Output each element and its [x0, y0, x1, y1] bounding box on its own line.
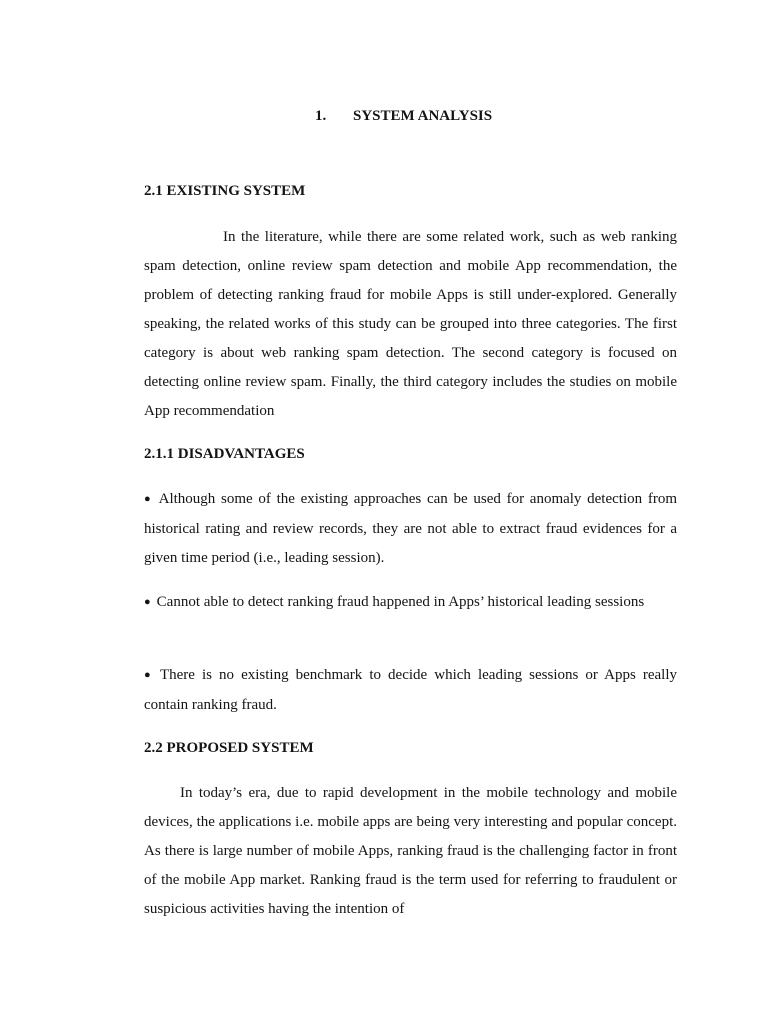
bullet-icon: ● — [144, 669, 154, 681]
bullet-icon: ● — [144, 596, 151, 608]
disadvantage-item — [144, 485, 677, 573]
disadvantage-text: Cannot able to detect ranking fraud happened in Apps’ historical leading sessions — [156, 594, 645, 610]
bullet-icon: ● — [144, 493, 153, 505]
chapter-number: 1. — [315, 108, 327, 124]
disadvantage-text: Although some of the existing approaches can be used for anomaly detection from historical rating and review records, they are not able to extract fraud evidences for a given time period (i.e., leading session). — [144, 491, 677, 566]
existing-system-heading: 2.1 EXISTING SYSTEM — [144, 183, 306, 199]
disadvantage-item — [144, 661, 677, 720]
existing-system-paragraph: In the literature, while there are some related work, such as web ranking spam detection, online review spam detection and mobile App recommendation, the problem of detecting ranking fraud for mobile Apps is still under-explored. Generally speaking, the related works of this study can be grouped into three categories. The first category is about web ranking spam detection. The second category is focused on detecting online review spam. Finally, the third category includes the studies on mobile App recommendation — [144, 229, 677, 419]
disadvantage-item — [144, 588, 677, 618]
disadvantages-heading: 2.1.1 DISADVANTAGES — [144, 446, 305, 462]
proposed-system-paragraph: In today’s era, due to rapid development in the mobile technology and mobile devices, the applications i.e. mobile apps are being very interesting and popular concept. As there is large number of mobile Apps, ranking fraud is the challenging factor in front of the mobile App market. Ranking fraud is the term used for referring to fraudulent or suspicious activities having the intention of — [144, 785, 677, 917]
proposed-system-heading: 2.2 PROPOSED SYSTEM — [144, 740, 314, 756]
disadvantage-text: There is no existing benchmark to decide which leading sessions or Apps really contain ranking fraud. — [144, 667, 677, 713]
chapter-title: SYSTEM ANALYSIS — [353, 108, 493, 124]
